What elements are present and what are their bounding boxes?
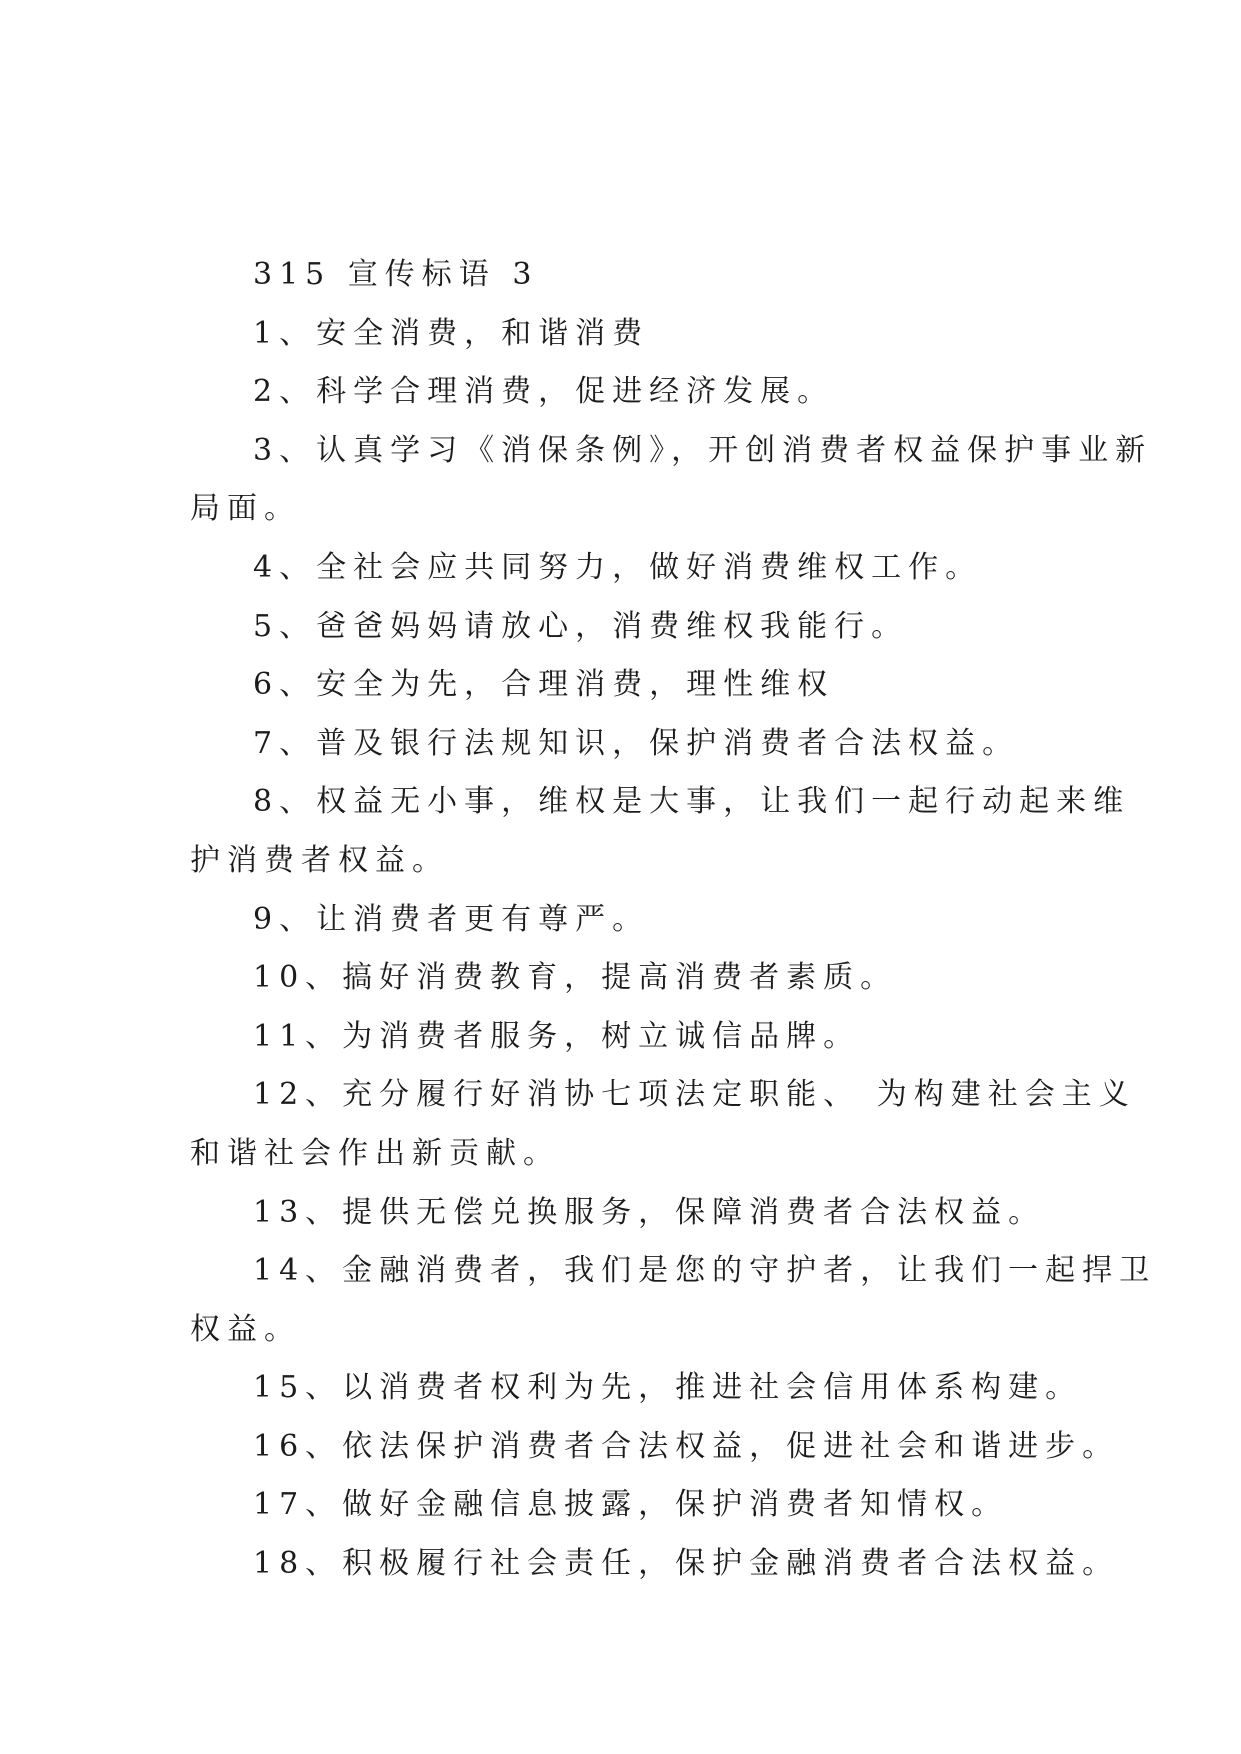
slogan-line: 5、爸爸妈妈请放心，消费维权我能行。 [253, 608, 909, 644]
slogan-line: 7、普及银行法规知识，保护消费者合法权益。 [253, 725, 1020, 761]
slogan-line: 12、充分履行好消协七项法定职能、 为构建社会主义 [253, 1077, 1136, 1113]
slogan-line: 17、做好金融信息披露，保护消费者知情权。 [253, 1487, 1009, 1523]
slogan-line: 13、提供无偿兑换服务，保障消费者合法权益。 [253, 1194, 1046, 1230]
slogan-line: 1、安全消费，和谐消费 [253, 315, 650, 351]
slogan-line: 2、科学合理消费，促进经济发展。 [253, 374, 835, 410]
slogan-line: 16、依法保护消费者合法权益，促进社会和谐进步。 [253, 1428, 1120, 1464]
slogan-line: 9、让消费者更有尊严。 [253, 901, 650, 937]
slogan-line: 10、搞好消费教育，提高消费者素质。 [253, 960, 898, 996]
slogan-line-continuation: 局面。 [190, 491, 301, 527]
slogan-line: 14、金融消费者，我们是您的守护者，让我们一起捍卫 [253, 1253, 1157, 1289]
slogan-line: 8、权益无小事，维权是大事，让我们一起行动起来维 [253, 784, 1131, 820]
document-body [190, 246, 1157, 1594]
slogan-line-continuation: 权益。 [190, 1311, 301, 1347]
slogan-line-continuation: 和谐社会作出新贡献。 [190, 1135, 560, 1171]
slogan-line: 4、全社会应共同努力，做好消费维权工作。 [253, 549, 983, 585]
document-title: 315 宣传标语 3 [253, 257, 539, 292]
slogan-line: 3、认真学习《消保条例》，开创消费者权益保护事业新 [253, 432, 1153, 468]
slogan-line: 11、为消费者服务，树立诚信品牌。 [253, 1018, 861, 1054]
slogan-line: 6、安全为先，合理消费，理性维权 [253, 667, 835, 703]
slogan-line: 15、以消费者权利为先，推进社会信用体系构建。 [253, 1370, 1083, 1406]
slogan-line-continuation: 护消费者权益。 [190, 842, 449, 878]
slogan-line: 18、积极履行社会责任，保护金融消费者合法权益。 [253, 1546, 1120, 1582]
